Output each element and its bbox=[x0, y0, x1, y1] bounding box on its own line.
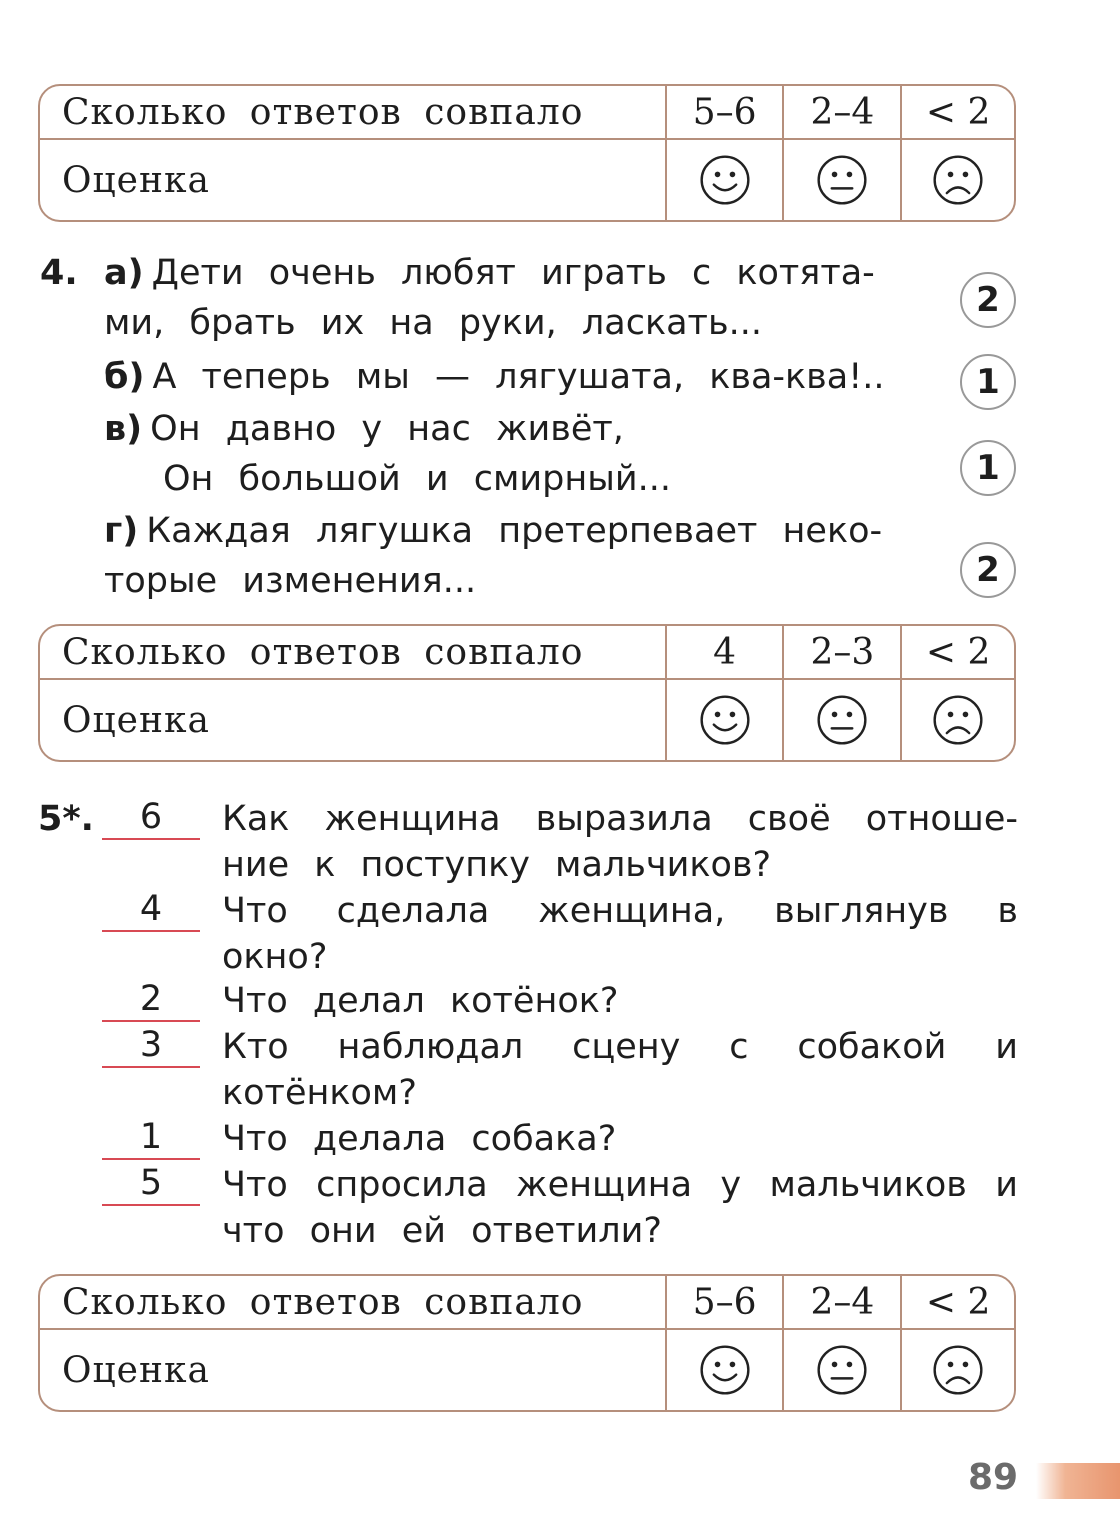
answer-circle-b[interactable]: 1 bbox=[960, 354, 1016, 410]
question-text: Что делала собака? bbox=[222, 1119, 617, 1159]
item-line: ми, брать их на руки, ласкать... bbox=[104, 303, 762, 343]
neutral-face-cell[interactable] bbox=[782, 680, 900, 760]
table-row-grade bbox=[40, 138, 1014, 220]
neutral-icon bbox=[814, 692, 870, 748]
answer-circle-c[interactable]: 1 bbox=[960, 440, 1016, 496]
happy-face-cell[interactable] bbox=[665, 140, 783, 220]
neutral-face-cell[interactable] bbox=[782, 140, 900, 220]
sad-icon bbox=[930, 692, 986, 748]
table-row-matches bbox=[40, 626, 1014, 678]
sad-icon bbox=[930, 152, 986, 208]
question-text: Как женщина выразила своё отноше-ние к поступку мальчиков? bbox=[222, 799, 1018, 885]
grade-label: Оценка bbox=[62, 159, 210, 201]
grade-label: Оценка bbox=[62, 1349, 210, 1391]
task-4-number: 4. bbox=[40, 253, 78, 293]
task-5-number: 5*. bbox=[38, 799, 94, 839]
range-low: < 2 bbox=[900, 1276, 1014, 1328]
happy-icon bbox=[697, 1342, 753, 1398]
range-mid: 2–3 bbox=[782, 626, 900, 678]
sad-face-cell[interactable] bbox=[900, 680, 1014, 760]
item-letter: в) bbox=[104, 409, 143, 449]
score-table-1 bbox=[38, 84, 1016, 222]
range-high: 5–6 bbox=[665, 1276, 783, 1328]
item-letter: г) bbox=[104, 511, 139, 551]
question-text: Что сделала женщина, выглянув в окно? bbox=[222, 891, 1018, 977]
matches-label: Сколько ответов совпало bbox=[62, 631, 584, 673]
task-4-item-c bbox=[104, 404, 904, 504]
range-high: 4 bbox=[665, 626, 783, 678]
score-table-3 bbox=[38, 1274, 1016, 1412]
task-4-item-b bbox=[104, 352, 904, 402]
item-line: Он давно у нас живёт, bbox=[150, 409, 624, 449]
question-text: Что спросила женщина у мальчиков и что они ей ответили? bbox=[222, 1165, 1018, 1251]
page-color-bar bbox=[1036, 1463, 1120, 1499]
answer-field[interactable]: 4 bbox=[102, 888, 200, 932]
score-table-2 bbox=[38, 624, 1016, 762]
answer-circle-d[interactable]: 2 bbox=[960, 542, 1016, 598]
task-4-item-d bbox=[104, 506, 904, 606]
answer-field[interactable]: 1 bbox=[102, 1116, 200, 1160]
range-low: < 2 bbox=[900, 626, 1014, 678]
matches-label: Сколько ответов совпало bbox=[62, 91, 584, 133]
happy-face-cell[interactable] bbox=[665, 1330, 783, 1410]
sad-face-cell[interactable] bbox=[900, 140, 1014, 220]
page-number: 89 bbox=[968, 1457, 1019, 1498]
item-letter: б) bbox=[104, 357, 145, 397]
question-text: Что делал котёнок? bbox=[222, 981, 619, 1021]
table-row-grade bbox=[40, 1328, 1014, 1410]
question-text: Кто наблюдал сцену с собакой и котёнком? bbox=[222, 1027, 1018, 1113]
range-low: < 2 bbox=[900, 86, 1014, 138]
sad-face-cell[interactable] bbox=[900, 1330, 1014, 1410]
item-letter: а) bbox=[104, 253, 144, 293]
neutral-icon bbox=[814, 1342, 870, 1398]
answer-circle-a[interactable]: 2 bbox=[960, 272, 1016, 328]
grade-label: Оценка bbox=[62, 699, 210, 741]
neutral-icon bbox=[814, 152, 870, 208]
happy-icon bbox=[697, 692, 753, 748]
range-mid: 2–4 bbox=[782, 1276, 900, 1328]
item-line: А теперь мы — лягушата, ква-ква!.. bbox=[152, 357, 885, 397]
answer-field[interactable]: 3 bbox=[102, 1024, 200, 1068]
item-line: торые изменения... bbox=[104, 561, 477, 601]
table-row-grade bbox=[40, 678, 1014, 760]
matches-label: Сколько ответов совпало bbox=[62, 1281, 584, 1323]
item-line: Дети очень любят играть с котята- bbox=[151, 253, 875, 293]
neutral-face-cell[interactable] bbox=[782, 1330, 900, 1410]
table-row-matches bbox=[40, 86, 1014, 138]
sad-icon bbox=[930, 1342, 986, 1398]
table-row-matches bbox=[40, 1276, 1014, 1328]
item-line: Он большой и смирный... bbox=[163, 459, 671, 499]
task-4-item-a bbox=[104, 248, 904, 348]
answer-field[interactable]: 5 bbox=[102, 1162, 200, 1206]
item-line: Каждая лягушка претерпевает неко- bbox=[146, 511, 883, 551]
happy-face-cell[interactable] bbox=[665, 680, 783, 760]
range-high: 5–6 bbox=[665, 86, 783, 138]
range-mid: 2–4 bbox=[782, 86, 900, 138]
happy-icon bbox=[697, 152, 753, 208]
answer-field[interactable]: 6 bbox=[102, 796, 200, 840]
answer-field[interactable]: 2 bbox=[102, 978, 200, 1022]
